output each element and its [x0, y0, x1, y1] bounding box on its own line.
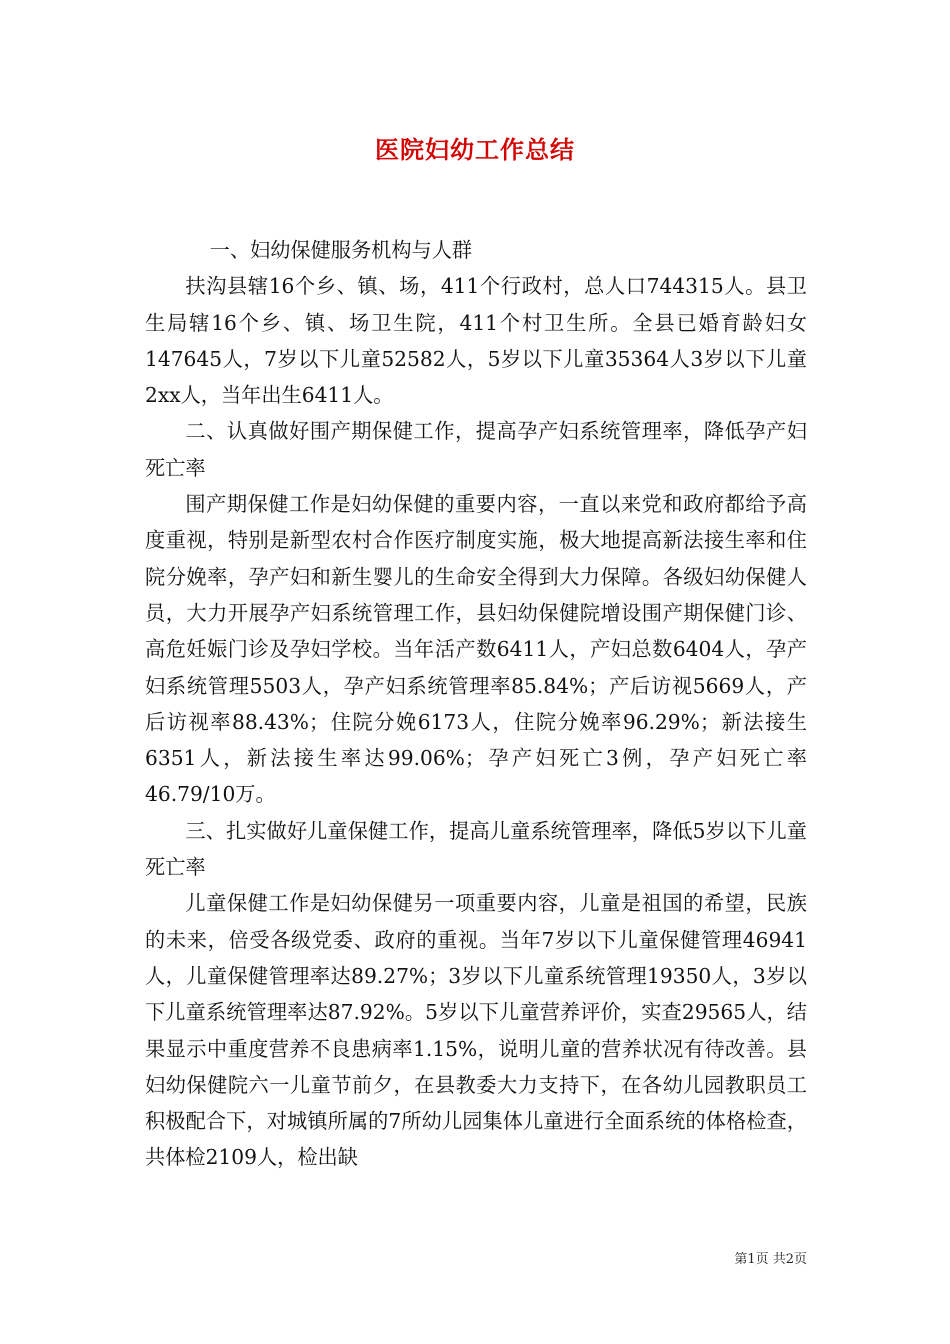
document-body	[145, 232, 807, 1176]
paragraph-1: 扶沟县辖16个乡、镇、场，411个行政村，总人口744315人。县卫生局辖16个乡、镇、场卫生院，411个村卫生所。全县已婚育龄妇女147645人，7岁以下儿童52582人，5岁以下儿童35364人3岁以下儿童2xx人，当年出生6411人。	[145, 274, 807, 408]
section-heading-2: 二、认真做好围产期保健工作，提高孕产妇系统管理率，降低孕产妇死亡率	[145, 419, 807, 480]
document-title: 医院妇幼工作总结	[375, 135, 575, 164]
section-heading-1: 一、妇幼保健服务机构与人群	[209, 238, 473, 262]
page-number-footer: 第1页 共2页	[734, 1252, 807, 1267]
paragraph-3: 儿童保健工作是妇幼保健另一项重要内容，儿童是祖国的希望，民族的未来，倍受各级党委、政府的重视。当年7岁以下儿童保健管理46941人，儿童保健管理率达89.27%；3岁以下儿童系统管理19350人，3岁以下儿童系统管理率达87.92%。5岁以下儿童营养评价，实查29565人，结果显示中重度营养不良患病率1.15%，说明儿童的营养状况有待改善。县妇幼保健院六一儿童节前夕，在县教委大力支持下，在各幼儿园教职员工积极配合下，对城镇所属的7所幼儿园集体儿童进行全面系统的体格检查，共体检2109人，检出缺	[145, 891, 807, 1170]
paragraph-2: 围产期保健工作是妇幼保健的重要内容，一直以来党和政府都给予高度重视，特别是新型农村合作医疗制度实施，极大地提高新法接生率和住院分娩率，孕产妇和新生婴儿的生命安全得到大力保障。各级妇幼保健人员，大力开展孕产妇系统管理工作，县妇幼保健院增设围产期保健门诊、高危妊娠门诊及孕妇学校。当年活产数6411人，产妇总数6404人，孕产妇系统管理5503人，孕产妇系统管理率85.84%；产后访视5669人，产后访视率88.43%；住院分娩6173人，住院分娩率96.29%；新法接生6351人，新法接生率达99.06%；孕产妇死亡3例，孕产妇死亡率46.79/10万。	[145, 492, 807, 807]
section-heading-3: 三、扎实做好儿童保健工作，提高儿童系统管理率，降低5岁以下儿童死亡率	[145, 818, 807, 880]
